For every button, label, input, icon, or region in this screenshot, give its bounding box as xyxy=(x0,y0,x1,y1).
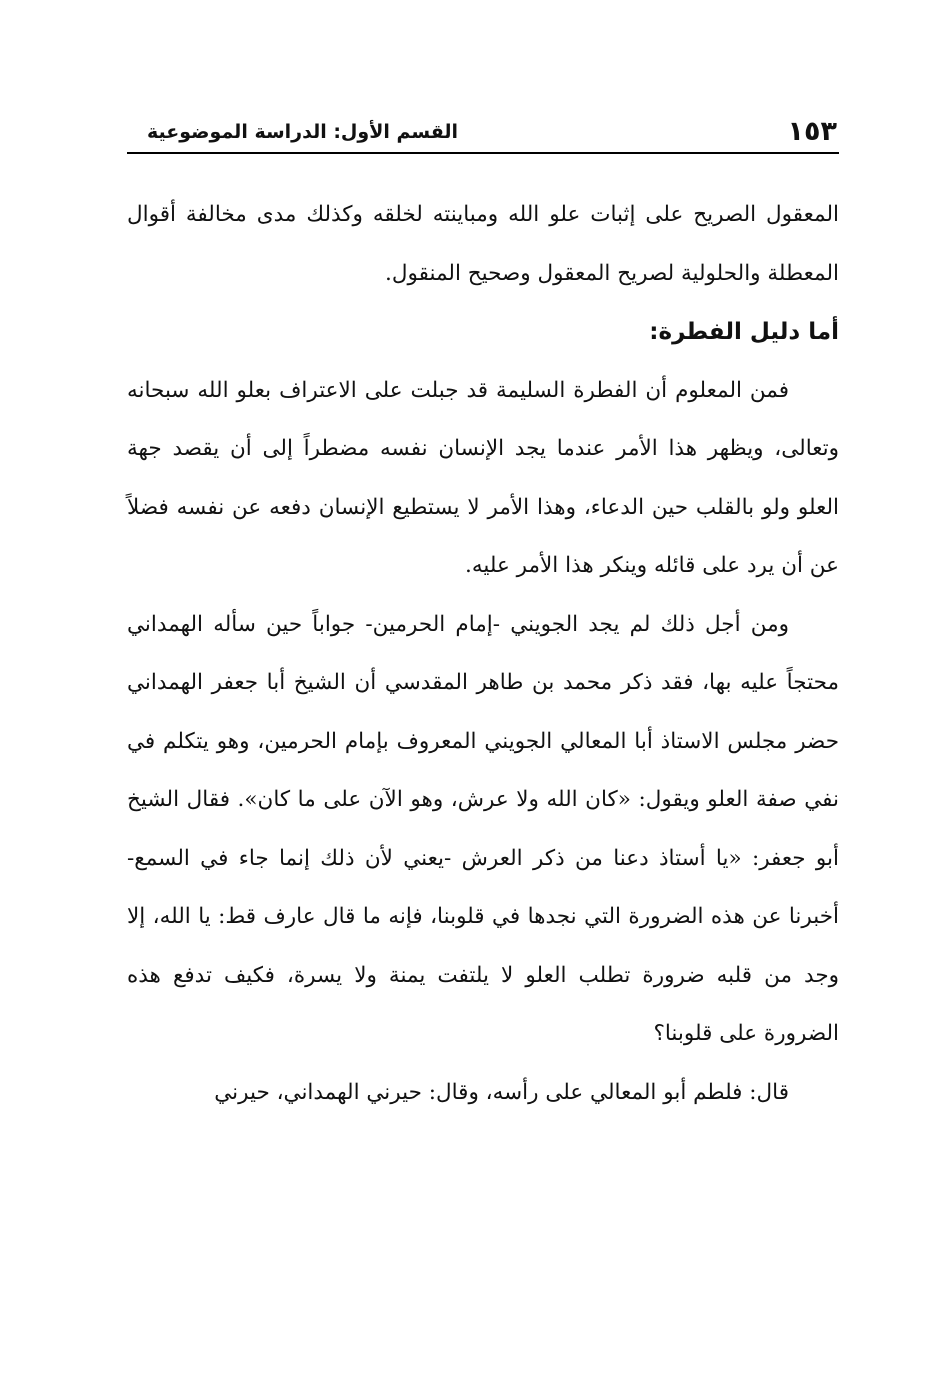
running-header xyxy=(127,106,839,154)
paragraph-juwayni-story: ومن أجل ذلك لم يجد الجويني -إمام الحرمين- جواباً حين سأله الهمداني محتجاً عليه بها، فقد ذكر محمد بن طاهر المقدسي أن الشيخ أبا جعفر الهمداني حضر مجلس الاستاذ أبا المعالي الجويني المعروف بإمام الحرمين، وهو يتكلم في نفي صفة العلو ويقول: «كان الله ولا عرش، وهو الآن على ما كان». فقال الشيخ أبو جعفر: «يا أستاذ دعنا من ذكر العرش -يعني لأن ذلك إنما جاء في السمع- أخبرنا عن هذه الضرورة التي نجدها في قلوبنا، فإنه ما قال عارف قط: يا الله، إلا وجد من قلبه ضرورة تطلب العلو لا يلتفت يمنة ولا يسرة، فكيف تدفع هذه الضرورة على قلوبنا؟ xyxy=(127,611,839,1046)
paragraph-conclusion: قال: فلطم أبو المعالي على رأسه، وقال: حيرني الهمداني، حيرني xyxy=(214,1079,789,1105)
section-heading: أما دليل الفطرة: xyxy=(649,319,839,345)
paragraph-fitra: فمن المعلوم أن الفطرة السليمة قد جبلت على الاعتراف بعلو الله سبحانه وتعالى، ويظهر هذا الأمر عندما يجد الإنسان نفسه مضطراً إلى أن يقصد جهة العلو ولو بالقلب حين الدعاء، وهذا الأمر لا يستطيع الإنسان دفعه عن نفسه فضلاً عن أن يرد على قائله وينكر هذا الأمر عليه. xyxy=(127,377,839,578)
page-number: ١٥٣ xyxy=(787,116,837,147)
section-title: القسم الأول: الدراسة الموضوعية xyxy=(147,121,459,143)
paragraph-continuation: المعقول الصريح على إثبات علو الله ومباينته لخلقه وكذلك مدى مخالفة أقوال المعطلة والحلولية لصريح المعقول وصحيح المنقول. xyxy=(127,202,839,286)
body-text xyxy=(127,186,839,1122)
